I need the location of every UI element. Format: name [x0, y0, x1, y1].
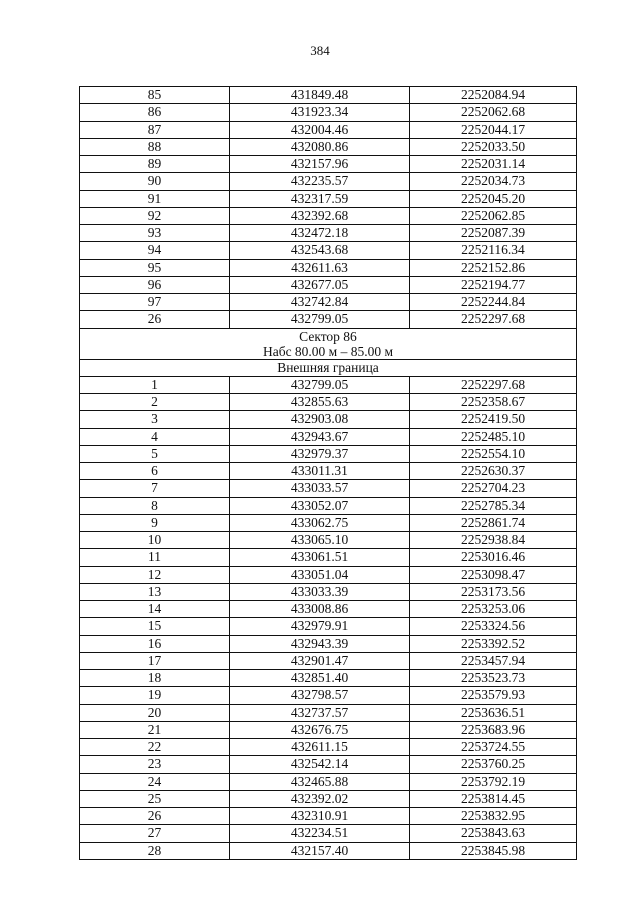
x-coordinate-cell: 433033.57: [230, 480, 410, 497]
rows-before-body: [80, 87, 577, 329]
x-coordinate-cell: 432943.67: [230, 428, 410, 445]
point-number-cell: 27: [80, 825, 230, 842]
x-coordinate-cell: 432901.47: [230, 652, 410, 669]
table-row: [80, 207, 577, 224]
x-coordinate-cell: 433061.51: [230, 549, 410, 566]
sector-header-row: [80, 328, 577, 359]
table-row: [80, 704, 577, 721]
table-row: [80, 376, 577, 393]
table-row: [80, 394, 577, 411]
table-row: [80, 411, 577, 428]
table-row: [80, 618, 577, 635]
y-coordinate-cell: 2253792.19: [410, 773, 577, 790]
table-row: [80, 514, 577, 531]
table-row: [80, 294, 577, 311]
y-coordinate-cell: 2252704.23: [410, 480, 577, 497]
y-coordinate-cell: 2252062.68: [410, 104, 577, 121]
y-coordinate-cell: 2252297.68: [410, 311, 577, 328]
y-coordinate-cell: 2252244.84: [410, 294, 577, 311]
point-number-cell: 93: [80, 225, 230, 242]
table-row: [80, 276, 577, 293]
table-row: [80, 156, 577, 173]
point-number-cell: 97: [80, 294, 230, 311]
point-number-cell: 86: [80, 104, 230, 121]
y-coordinate-cell: 2253324.56: [410, 618, 577, 635]
point-number-cell: 25: [80, 790, 230, 807]
y-coordinate-cell: 2253173.56: [410, 583, 577, 600]
y-coordinate-cell: 2252419.50: [410, 411, 577, 428]
y-coordinate-cell: 2252033.50: [410, 138, 577, 155]
table-row: [80, 190, 577, 207]
coordinates-table: [79, 86, 577, 860]
y-coordinate-cell: 2252087.39: [410, 225, 577, 242]
y-coordinate-cell: 2253392.52: [410, 635, 577, 652]
x-coordinate-cell: 432310.91: [230, 808, 410, 825]
table-row: [80, 121, 577, 138]
y-coordinate-cell: 2253253.06: [410, 601, 577, 618]
x-coordinate-cell: 431849.48: [230, 87, 410, 104]
x-coordinate-cell: 432472.18: [230, 225, 410, 242]
sector-header-cell: [80, 328, 577, 359]
y-coordinate-cell: 2253814.45: [410, 790, 577, 807]
table-row: [80, 773, 577, 790]
y-coordinate-cell: 2253523.73: [410, 670, 577, 687]
x-coordinate-cell: 432979.91: [230, 618, 410, 635]
point-number-cell: 15: [80, 618, 230, 635]
y-coordinate-cell: 2252044.17: [410, 121, 577, 138]
point-number-cell: 17: [80, 652, 230, 669]
x-coordinate-cell: 432543.68: [230, 242, 410, 259]
point-number-cell: 5: [80, 445, 230, 462]
y-coordinate-cell: 2252084.94: [410, 87, 577, 104]
table-row: [80, 428, 577, 445]
x-coordinate-cell: 432235.57: [230, 173, 410, 190]
table-row: [80, 670, 577, 687]
y-coordinate-cell: 2252861.74: [410, 514, 577, 531]
x-coordinate-cell: 432979.37: [230, 445, 410, 462]
point-number-cell: 8: [80, 497, 230, 514]
point-number-cell: 26: [80, 808, 230, 825]
x-coordinate-cell: 432799.05: [230, 376, 410, 393]
x-coordinate-cell: 432317.59: [230, 190, 410, 207]
y-coordinate-cell: 2252485.10: [410, 428, 577, 445]
y-coordinate-cell: 2253724.55: [410, 739, 577, 756]
point-number-cell: 96: [80, 276, 230, 293]
y-coordinate-cell: 2253098.47: [410, 566, 577, 583]
x-coordinate-cell: 433051.04: [230, 566, 410, 583]
point-number-cell: 19: [80, 687, 230, 704]
x-coordinate-cell: 432157.40: [230, 842, 410, 859]
sector-title: Сектор 86: [299, 328, 357, 344]
point-number-cell: 21: [80, 721, 230, 738]
y-coordinate-cell: 2253457.94: [410, 652, 577, 669]
y-coordinate-cell: 2253579.93: [410, 687, 577, 704]
table-row: [80, 549, 577, 566]
point-number-cell: 12: [80, 566, 230, 583]
y-coordinate-cell: 2252194.77: [410, 276, 577, 293]
table-row: [80, 138, 577, 155]
point-number-cell: 22: [80, 739, 230, 756]
x-coordinate-cell: 433062.75: [230, 514, 410, 531]
x-coordinate-cell: 432851.40: [230, 670, 410, 687]
x-coordinate-cell: 432611.15: [230, 739, 410, 756]
y-coordinate-cell: 2252554.10: [410, 445, 577, 462]
table-row: [80, 532, 577, 549]
y-coordinate-cell: 2252034.73: [410, 173, 577, 190]
x-coordinate-cell: 432611.63: [230, 259, 410, 276]
table-row: [80, 601, 577, 618]
y-coordinate-cell: 2252297.68: [410, 376, 577, 393]
table-row: [80, 808, 577, 825]
y-coordinate-cell: 2252785.34: [410, 497, 577, 514]
x-coordinate-cell: 432742.84: [230, 294, 410, 311]
table-row: [80, 790, 577, 807]
point-number-cell: 85: [80, 87, 230, 104]
table-row: [80, 259, 577, 276]
point-number-cell: 9: [80, 514, 230, 531]
point-number-cell: 10: [80, 532, 230, 549]
x-coordinate-cell: 432465.88: [230, 773, 410, 790]
y-coordinate-cell: 2253016.46: [410, 549, 577, 566]
x-coordinate-cell: 432677.05: [230, 276, 410, 293]
table-row: [80, 652, 577, 669]
point-number-cell: 6: [80, 463, 230, 480]
y-coordinate-cell: 2252152.86: [410, 259, 577, 276]
table-row: [80, 445, 577, 462]
point-number-cell: 11: [80, 549, 230, 566]
x-coordinate-cell: 433052.07: [230, 497, 410, 514]
table-row: [80, 566, 577, 583]
y-coordinate-cell: 2252630.37: [410, 463, 577, 480]
table-row: [80, 87, 577, 104]
y-coordinate-cell: 2252116.34: [410, 242, 577, 259]
x-coordinate-cell: 432943.39: [230, 635, 410, 652]
table-row: [80, 311, 577, 328]
sector-height-range: Набс 80.00 м – 85.00 м: [262, 343, 394, 359]
table-row: [80, 463, 577, 480]
point-number-cell: 4: [80, 428, 230, 445]
point-number-cell: 94: [80, 242, 230, 259]
table-row: [80, 635, 577, 652]
x-coordinate-cell: 432157.96: [230, 156, 410, 173]
x-coordinate-cell: 432676.75: [230, 721, 410, 738]
y-coordinate-cell: 2253760.25: [410, 756, 577, 773]
y-coordinate-cell: 2252031.14: [410, 156, 577, 173]
y-coordinate-cell: 2252062.85: [410, 207, 577, 224]
point-number-cell: 88: [80, 138, 230, 155]
x-coordinate-cell: 433008.86: [230, 601, 410, 618]
x-coordinate-cell: 431923.34: [230, 104, 410, 121]
table-row: [80, 173, 577, 190]
sector-header-body: [80, 328, 577, 376]
point-number-cell: 90: [80, 173, 230, 190]
x-coordinate-cell: 432392.02: [230, 790, 410, 807]
table-row: [80, 583, 577, 600]
y-coordinate-cell: 2253832.95: [410, 808, 577, 825]
x-coordinate-cell: 432004.46: [230, 121, 410, 138]
y-coordinate-cell: 2253636.51: [410, 704, 577, 721]
point-number-cell: 14: [80, 601, 230, 618]
table-row: [80, 480, 577, 497]
point-number-cell: 16: [80, 635, 230, 652]
point-number-cell: 1: [80, 376, 230, 393]
x-coordinate-cell: 432234.51: [230, 825, 410, 842]
point-number-cell: 23: [80, 756, 230, 773]
y-coordinate-cell: 2252045.20: [410, 190, 577, 207]
point-number-cell: 91: [80, 190, 230, 207]
table-row: [80, 497, 577, 514]
x-coordinate-cell: 432798.57: [230, 687, 410, 704]
table-row: [80, 687, 577, 704]
point-number-cell: 3: [80, 411, 230, 428]
x-coordinate-cell: 432799.05: [230, 311, 410, 328]
y-coordinate-cell: 2252358.67: [410, 394, 577, 411]
boundary-row: [80, 359, 577, 376]
point-number-cell: 95: [80, 259, 230, 276]
table-row: [80, 104, 577, 121]
x-coordinate-cell: 433033.39: [230, 583, 410, 600]
point-number-cell: 89: [80, 156, 230, 173]
x-coordinate-cell: 432542.14: [230, 756, 410, 773]
x-coordinate-cell: 432392.68: [230, 207, 410, 224]
point-number-cell: 13: [80, 583, 230, 600]
table-row: [80, 756, 577, 773]
x-coordinate-cell: 432903.08: [230, 411, 410, 428]
x-coordinate-cell: 432080.86: [230, 138, 410, 155]
point-number-cell: 92: [80, 207, 230, 224]
x-coordinate-cell: 433065.10: [230, 532, 410, 549]
point-number-cell: 2: [80, 394, 230, 411]
point-number-cell: 28: [80, 842, 230, 859]
rows-after-body: [80, 376, 577, 859]
y-coordinate-cell: 2252938.84: [410, 532, 577, 549]
point-number-cell: 26: [80, 311, 230, 328]
point-number-cell: 7: [80, 480, 230, 497]
y-coordinate-cell: 2253843.63: [410, 825, 577, 842]
x-coordinate-cell: 433011.31: [230, 463, 410, 480]
y-coordinate-cell: 2253845.98: [410, 842, 577, 859]
point-number-cell: 20: [80, 704, 230, 721]
y-coordinate-cell: 2253683.96: [410, 721, 577, 738]
x-coordinate-cell: 432855.63: [230, 394, 410, 411]
table-row: [80, 842, 577, 859]
page-number: 384: [310, 43, 330, 58]
point-number-cell: 24: [80, 773, 230, 790]
table-row: [80, 242, 577, 259]
point-number-cell: 87: [80, 121, 230, 138]
boundary-label: Внешняя граница: [80, 359, 577, 376]
table-row: [80, 739, 577, 756]
table-row: [80, 721, 577, 738]
x-coordinate-cell: 432737.57: [230, 704, 410, 721]
table-row: [80, 825, 577, 842]
point-number-cell: 18: [80, 670, 230, 687]
table-row: [80, 225, 577, 242]
